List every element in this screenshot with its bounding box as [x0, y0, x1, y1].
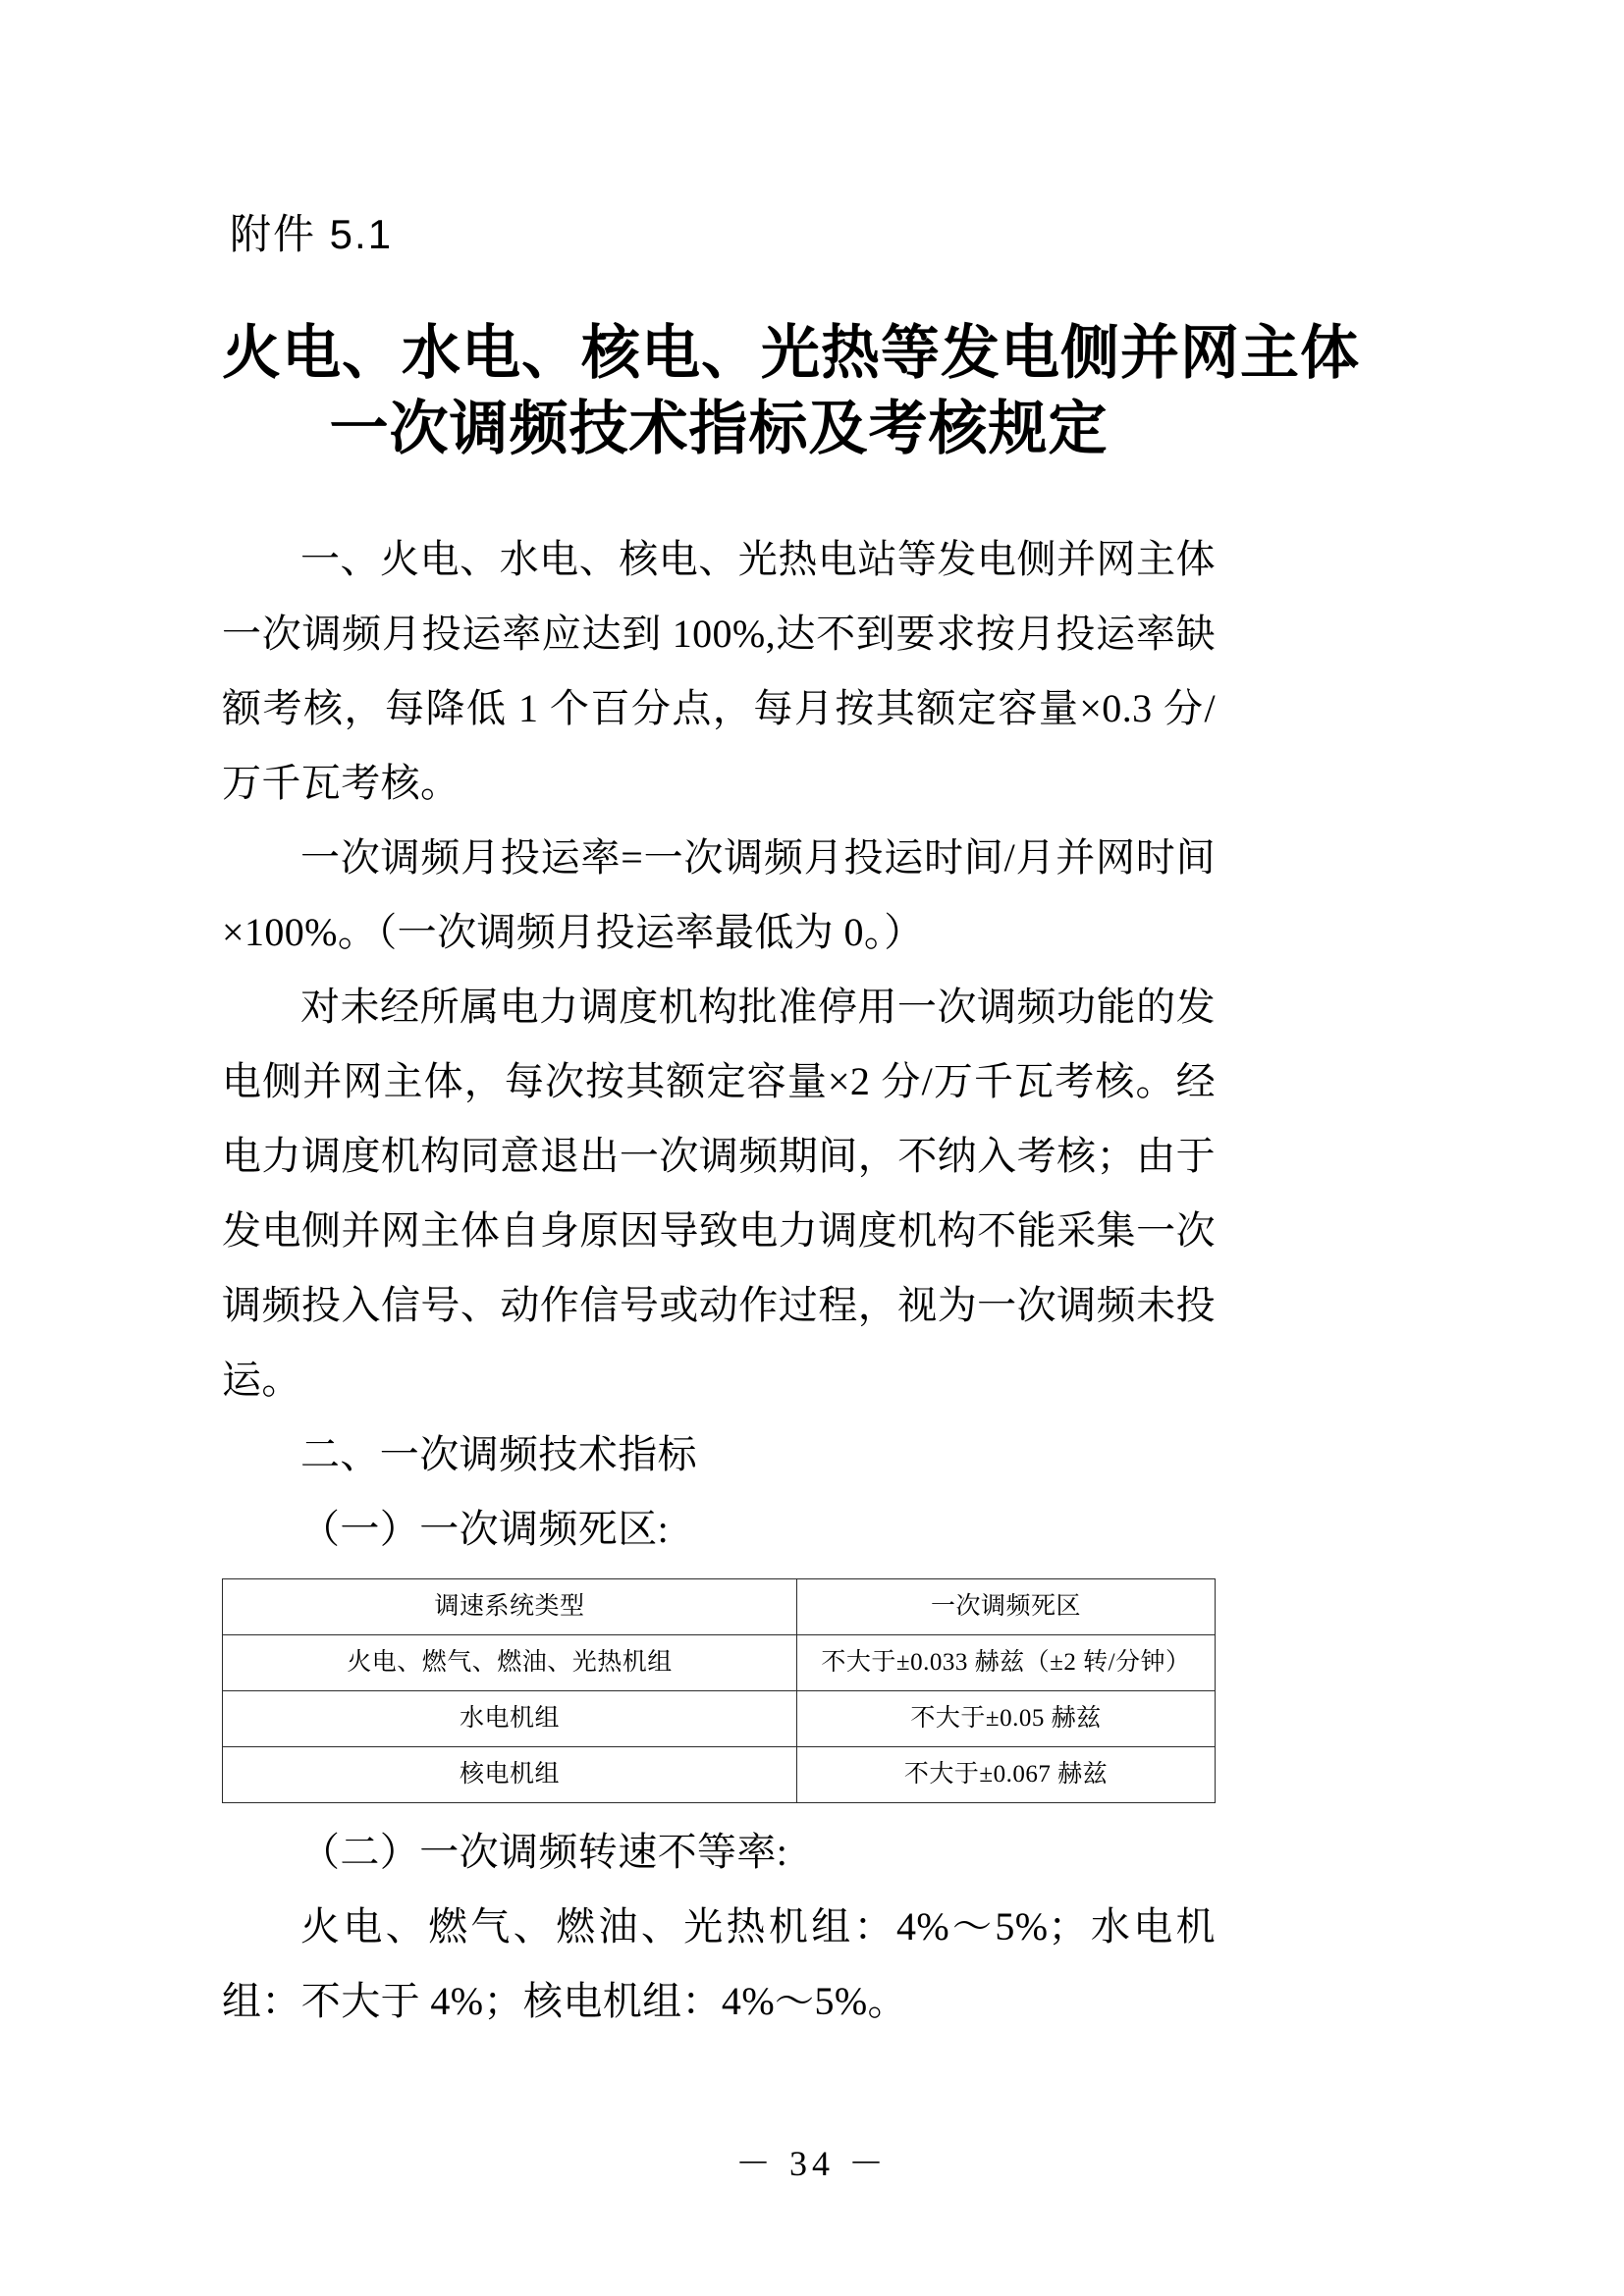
heading-item-two: 二、一次调频技术指标: [300, 1431, 697, 1476]
table-row: [223, 1634, 1216, 1690]
page-footer: [0, 2136, 1624, 2186]
table-row: [223, 1746, 1216, 1802]
attachment-label: 附件 5.1: [230, 211, 394, 257]
title-line-2: 一次调频技术指标及考核规定: [329, 395, 1109, 461]
paragraph-monthly-rate-formula: 一次调频月投运率=一次调频月投运时间/月并网时间×100%。（一次调频月投运率最低为 0。）: [222, 834, 1216, 954]
paragraph-unapproved-shutdown: 对未经所属电力调度机构批准停用一次调频功能的发电侧并网主体，每次按其额定容量×2 分/万千瓦考核。经电力调度机构同意退出一次调频期间，不纳入考核；由于发电侧并网主体自身原因导致电力调度机构不能采集一次调频投入信号、动作信号或动作过程，视为一次调频未投运。: [222, 984, 1216, 1402]
title-line-1: 火电、水电、核电、光热等发电侧并网主体: [222, 320, 1360, 386]
table-cell-type-hydro: 水电机组: [223, 1690, 797, 1746]
table-cell-deadband-hydro: 不大于±0.05 赫兹: [796, 1690, 1215, 1746]
table-cell-deadband-thermal: 不大于±0.033 赫兹（±2 转/分钟）: [796, 1634, 1215, 1690]
table-cell-type-thermal: 火电、燃气、燃油、光热机组: [223, 1634, 797, 1690]
deadband-spec-table: [222, 1578, 1216, 1803]
paragraph-droop-values: 火电、燃气、燃油、光热机组：4%～5%；水电机组：不大于 4%；核电机组：4%～5%。: [222, 1903, 1216, 2023]
body-content: [222, 522, 1216, 2039]
table-header-deadband: 一次调频死区: [796, 1578, 1215, 1634]
paragraph-item-one: 一、火电、水电、核电、光热电站等发电侧并网主体一次调频月投运率应达到 100%,达不到要求按月投运率缺额考核，每降低 1 个百分点，每月按其额定容量×0.3 分/万千瓦考核。: [222, 536, 1216, 805]
table-header-governor-type: 调速系统类型: [223, 1578, 797, 1634]
table-row: [223, 1690, 1216, 1746]
page-title: [222, 316, 1360, 467]
page-number: － 34 －: [734, 2144, 889, 2183]
heading-sub-one-deadband: （一）一次调频死区:: [300, 1506, 670, 1551]
table-cell-type-nuclear: 核电机组: [223, 1746, 797, 1802]
heading-sub-two-droop: （二）一次调频转速不等率:: [300, 1829, 788, 1874]
deadband-table-container: [222, 1578, 1216, 1803]
table-header-row: [223, 1578, 1216, 1634]
page-content: [222, 0, 1360, 2039]
table-cell-deadband-nuclear: 不大于±0.067 赫兹: [796, 1746, 1215, 1802]
